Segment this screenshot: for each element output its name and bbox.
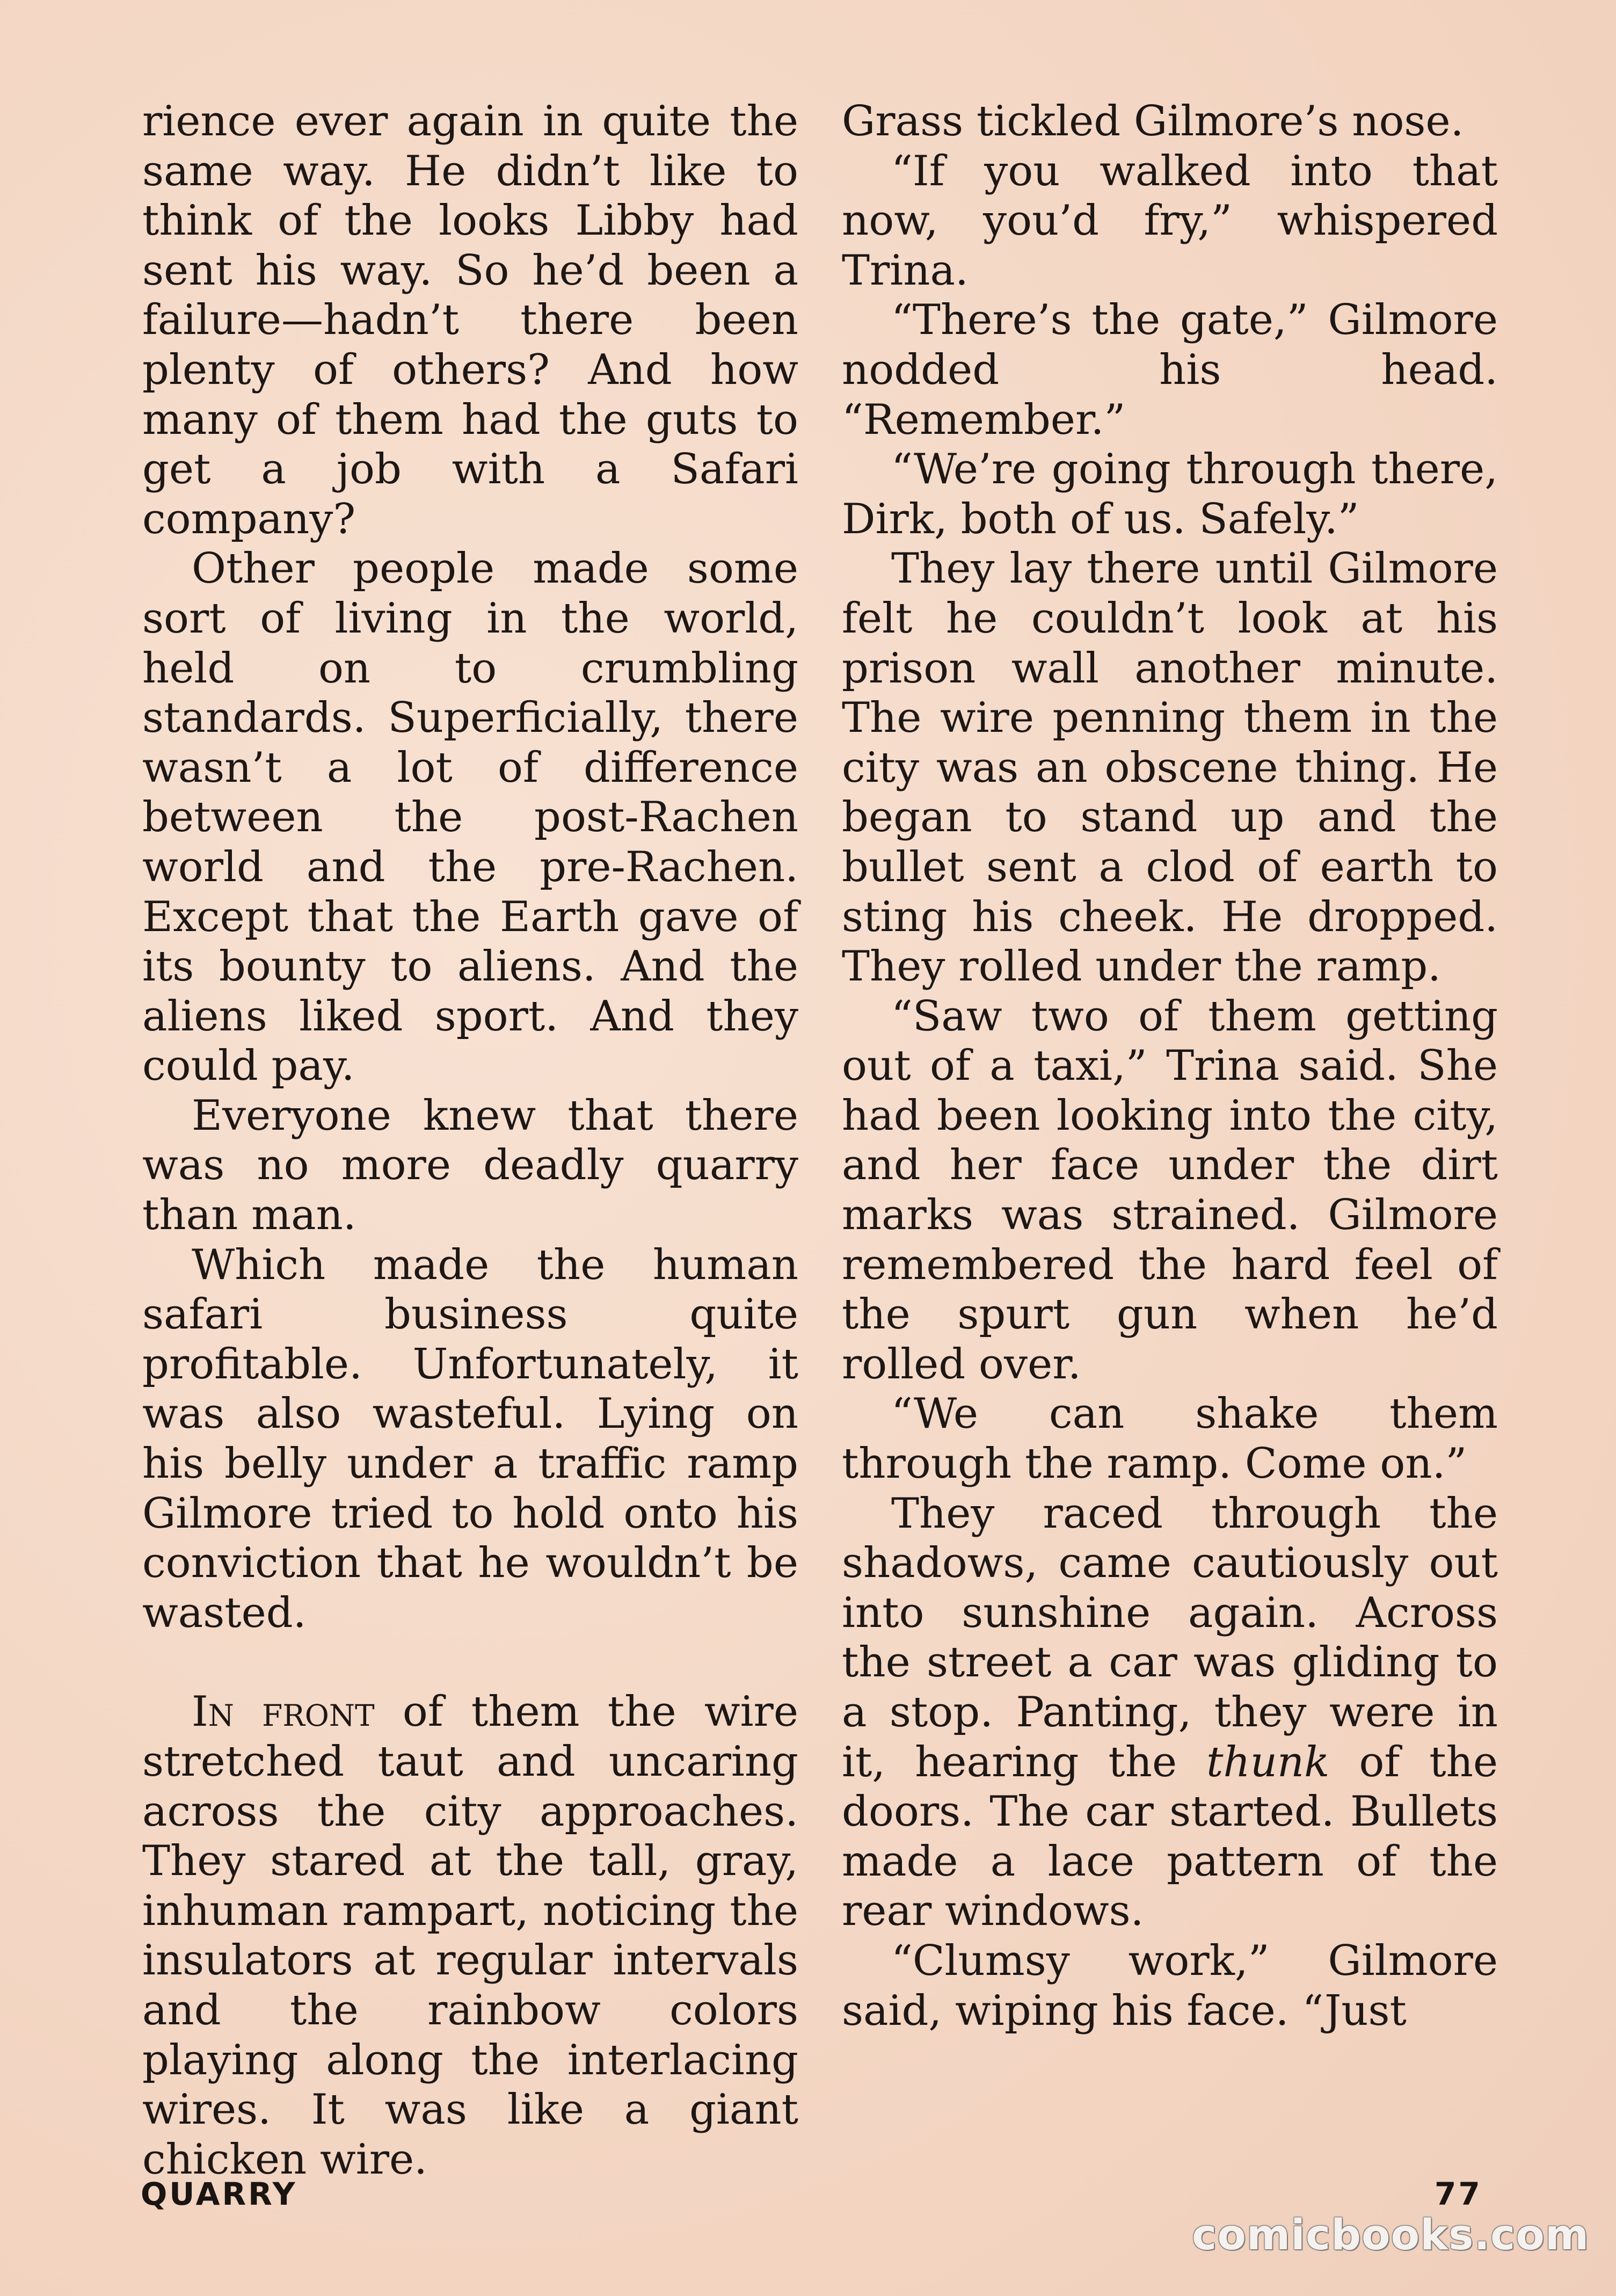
page-number: 77 [1435, 2176, 1482, 2212]
section-lead-in: In front [192, 1688, 375, 1736]
section-text: of them the wire stretched taut and uncaring across the city approaches. They stared at the tall, gray, inhuman rampart, noticing the insulators at regular intervals and the rainbow colors playing along the interlacing wires. It was like a giant chicken wire. [142, 1688, 798, 2184]
paragraph: “We can shake them through the ramp. Come on.” [842, 1390, 1498, 1488]
paragraph: “If you walked into that now, you’d fry,” whispered Trina. [842, 147, 1498, 295]
paragraph [842, 1489, 1498, 1936]
paragraph: Everyone knew that there was no more deadly quarry than man. [142, 1091, 798, 1240]
section-paragraph [142, 1687, 798, 2184]
left-column [142, 97, 798, 2184]
italic-word: thunk [1206, 1738, 1330, 1786]
right-column [842, 97, 1498, 2036]
paragraph: “Clumsy work,” Gilmore said, wiping his face. “Just [842, 1936, 1498, 2035]
watermark: comicbooks.com [1192, 2211, 1590, 2259]
paragraph: “There’s the gate,” Gilmore nodded his head. “Remember.” [842, 296, 1498, 444]
paragraph: rience ever again in quite the same way. He didn’t like to think of the looks Libby had sent his way. So he’d been a failure—hadn’t there been plenty of others? And how many of them had the guts to get a job with a Safari company? [142, 97, 798, 543]
paragraph: Other people made some sort of living in the world, held on to crumbling standards. Superficially, there wasn’t a lot of difference between the post-Rachen world and the pre-Rachen. Except that the Earth gave of its bounty to aliens. And the aliens liked sport. And they could pay. [142, 544, 798, 1091]
paragraph: “We’re going through there, Dirk, both of us. Safely.” [842, 445, 1498, 543]
paragraph: Which made the human safari business quite profitable. Unfortunately, it was also wasteful. Lying on his belly under a traffic ramp Gilmore tried to hold onto his conviction that he wouldn’t be wasted. [142, 1240, 798, 1637]
paragraph: Grass tickled Gilmore’s nose. [842, 97, 1464, 146]
running-footer-title: QUARRY [141, 2176, 297, 2212]
paragraph: “Saw two of them getting out of a taxi,” Trina said. She had been looking into the city, and her face under the dirt marks was strained. Gilmore remembered the hard feel of the spurt gun when he’d rolled over. [842, 992, 1498, 1389]
text-run: of the doors. The car started. Bullets made a lace pattern of the rear windows. [842, 1738, 1498, 1936]
text-run: They raced through the shadows, came cautiously out into sunshine again. Across the street a car was gliding to a stop. Panting, they were in it, hearing the [842, 1489, 1498, 1786]
paragraph: They lay there until Gilmore felt he couldn’t look at his prison wall another minute. The wire penning them in the city was an obscene thing. He began to stand up and the bullet sent a clod of earth to sting his cheek. He dropped. They rolled under the ramp. [842, 544, 1498, 991]
